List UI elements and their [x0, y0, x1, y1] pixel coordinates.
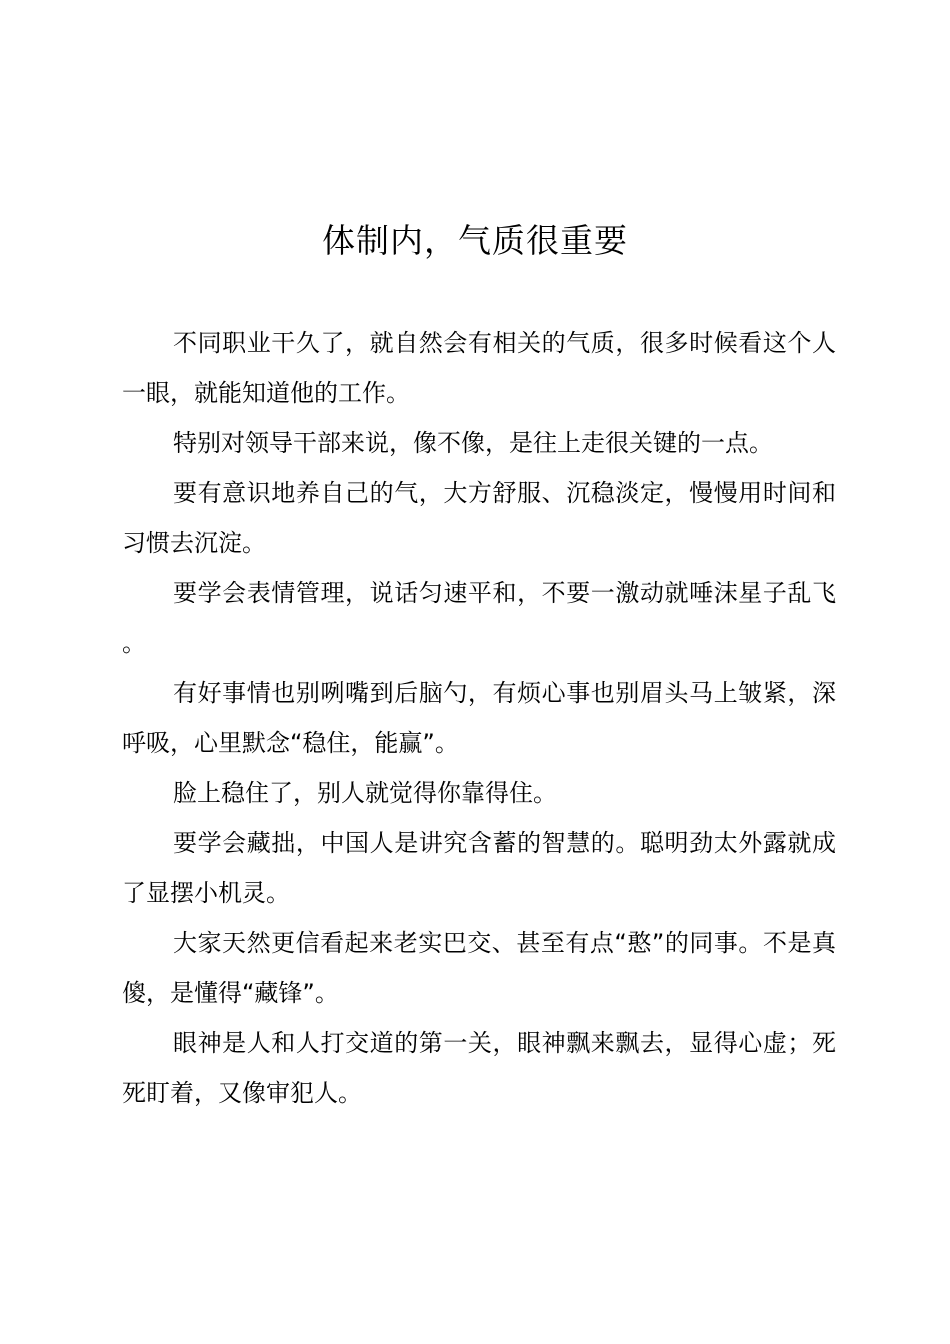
paragraph: 眼神是人和人打交道的第一关，眼神飘来飘去，显得心虚；死死盯着，又像审犯人。 [122, 1029, 836, 1107]
paragraph: 要学会藏拙，中国人是讲究含蓄的智慧的。聪明劲太外露就成了显摆小机灵。 [122, 829, 836, 907]
document-body [122, 318, 836, 1118]
paragraph: 特别对领导干部来说，像不像，是往上走很关键的一点。 [173, 429, 773, 457]
paragraph: 要学会表情管理，说话匀速平和，不要一激动就唾沫星子乱飞。 [122, 579, 836, 657]
document-title: 体制内，气质很重要 [322, 221, 628, 260]
paragraph: 不同职业干久了，就自然会有相关的气质，很多时候看这个人一眼，就能知道他的工作。 [122, 329, 836, 407]
paragraph: 大家天然更信看起来老实巴交、甚至有点“憨”的同事。不是真傻，是懂得“藏锋”。 [122, 929, 836, 1007]
paragraph: 脸上稳住了，别人就觉得你靠得住。 [173, 779, 557, 807]
paragraph: 有好事情也别咧嘴到后脑勺，有烦心事也别眉头马上皱紧，深呼吸，心里默念“稳住，能赢”。 [122, 679, 836, 757]
paragraph: 要有意识地养自己的气，大方舒服、沉稳淡定，慢慢用时间和习惯去沉淀。 [122, 479, 836, 557]
